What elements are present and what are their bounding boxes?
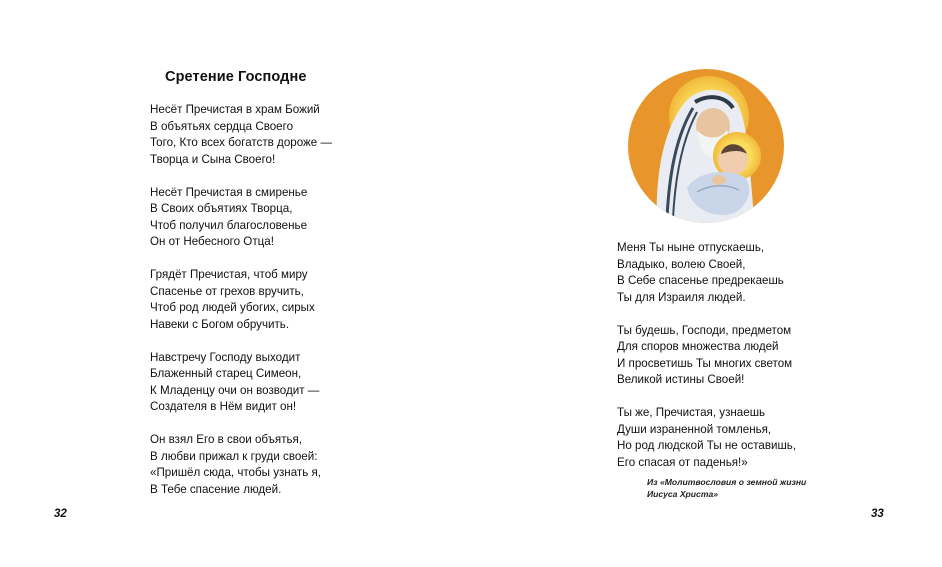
poem-line: Его спасая от паденья!» xyxy=(617,455,748,469)
stanza xyxy=(617,240,796,306)
right-page xyxy=(471,0,942,567)
poem-line: Для споров множества людей xyxy=(617,340,779,353)
right-poem xyxy=(617,240,796,488)
attribution-line: Из «Молитвословия о земной жизни xyxy=(647,477,807,487)
page-number: 32 xyxy=(54,508,67,520)
poem-line: Несёт Пречистая в смиренье xyxy=(150,185,308,199)
poem-line: Ты же, Пречистая, узнаешь xyxy=(617,406,766,419)
poem-line: Владыко, волею Своей, xyxy=(617,257,746,271)
poem-line: Ты для Израиля людей. xyxy=(617,290,746,304)
poem-line: Того, Кто всех богатств дороже — xyxy=(150,136,333,149)
poem-line: Чтоб получил благословенье xyxy=(150,218,308,232)
poem-line: Навеки с Богом обручить. xyxy=(150,317,290,331)
poem-line: В Себе спасенье предрекаешь xyxy=(617,274,784,287)
poem-line: В Тебе спасение людей. xyxy=(150,482,282,496)
poem-line: Творца и Сына Своего! xyxy=(150,152,276,166)
poem-line: В любви прижал к груди своей: xyxy=(150,449,318,463)
poem-title: Сретение Господне xyxy=(165,69,307,85)
page-number: 33 xyxy=(871,508,884,520)
poem-line: Создателя в Нём видит он! xyxy=(150,400,297,413)
poem-line: Несёт Пречистая в храм Божий xyxy=(150,103,320,116)
stanza xyxy=(617,405,796,471)
attribution xyxy=(647,476,806,500)
poem-line: Спасенье от грехов вручить, xyxy=(150,284,304,298)
stanza xyxy=(150,267,332,333)
poem-line: В объятьях сердца Своего xyxy=(150,119,294,133)
illustration-image-icon xyxy=(627,68,785,224)
poem-line: «Пришёл сюда, чтобы узнать я, xyxy=(150,466,321,479)
attribution-line: Иисуса Христа» xyxy=(647,489,719,499)
poem-line: Меня Ты ныне отпускаешь, xyxy=(617,241,765,254)
poem-line: Он взял Его в свои объятья, xyxy=(150,433,303,446)
poem-line: Он от Небесного Отца! xyxy=(150,235,274,248)
poem-line: Великой истины Своей! xyxy=(617,373,745,386)
simeon-illustration xyxy=(627,68,785,224)
poem-line: И просветишь Ты многих светом xyxy=(617,356,793,370)
left-poem xyxy=(150,102,332,515)
stanza xyxy=(150,102,332,168)
stanza xyxy=(150,432,332,498)
poem-line: Ты будешь, Господи, предметом xyxy=(617,323,792,337)
stanza xyxy=(617,323,796,389)
stanza xyxy=(150,185,332,251)
poem-line: Души израненной томленья, xyxy=(617,422,772,436)
poem-line: Грядёт Пречистая, чтоб миру xyxy=(150,268,308,281)
poem-line: В Своих объятиях Творца, xyxy=(150,202,293,215)
poem-line: Но род людской Ты не оставишь, xyxy=(617,439,797,452)
poem-line: Блаженный старец Симеон, xyxy=(150,367,302,380)
poem-line: Навстречу Господу выходит xyxy=(150,350,301,364)
stanza xyxy=(150,350,332,416)
poem-line: Чтоб род людей убогих, сирых xyxy=(150,301,315,314)
poem-line: К Младенцу очи он возводит — xyxy=(150,383,320,397)
